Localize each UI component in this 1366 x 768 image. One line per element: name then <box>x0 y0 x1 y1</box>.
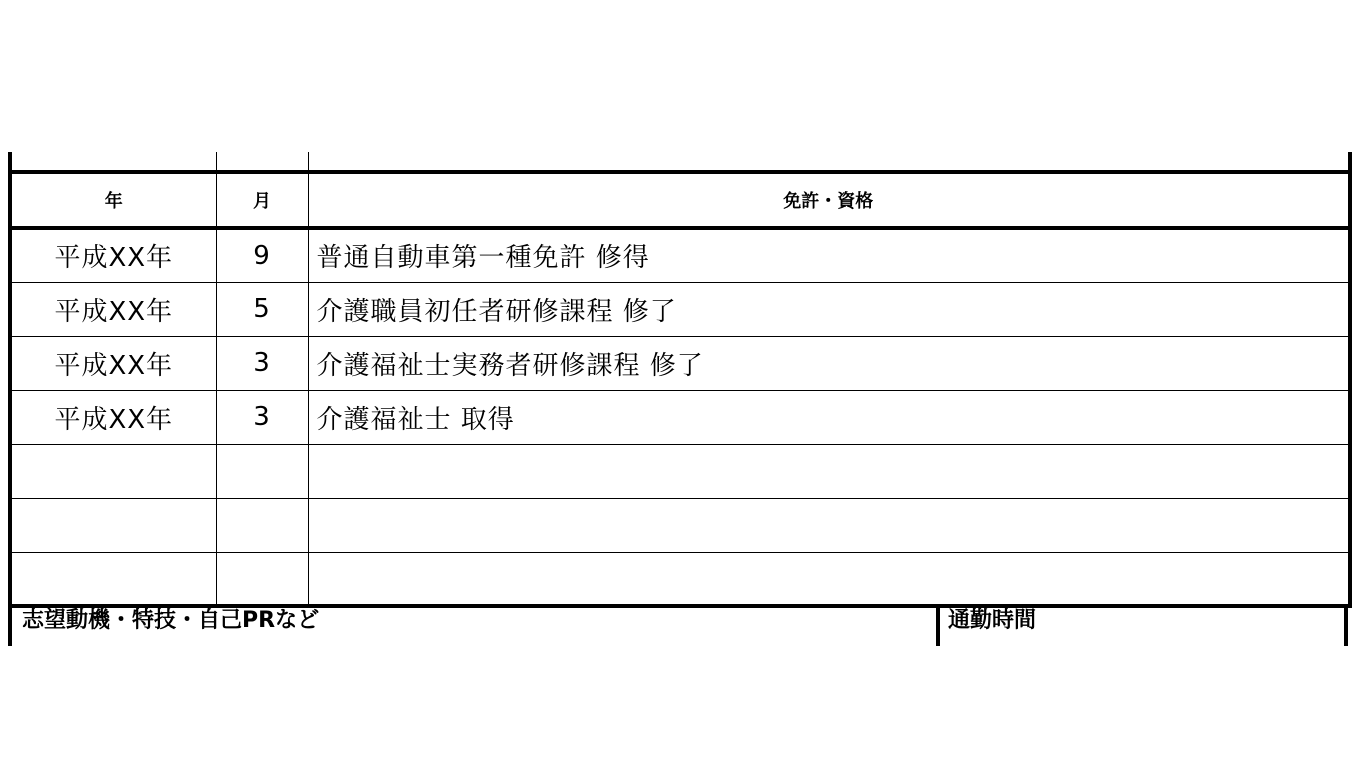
previous-table-tail <box>10 152 1350 172</box>
table-row <box>10 282 1350 336</box>
document-viewport <box>8 152 1348 633</box>
cell-year: 平成XX年 <box>10 228 216 282</box>
cell-year: 平成XX年 <box>10 282 216 336</box>
motivation-heading: 志望動機・特技・自己PRなど <box>8 606 936 646</box>
cell-qualification <box>308 498 1350 552</box>
cell-qualification: 普通自動車第一種免許 修得 <box>308 228 1350 282</box>
cell-qualification: 介護職員初任者研修課程 修了 <box>308 282 1350 336</box>
previous-cell-year <box>10 152 216 172</box>
cell-qualification: 介護福祉士実務者研修課程 修了 <box>308 336 1350 390</box>
cell-qualification <box>308 552 1350 606</box>
cell-qualification: 介護福祉士 取得 <box>308 390 1350 444</box>
cell-month: 9 <box>216 228 308 282</box>
cell-qualification <box>308 444 1350 498</box>
table-row <box>10 444 1350 498</box>
table-row <box>10 228 1350 282</box>
cell-year: 平成XX年 <box>10 390 216 444</box>
cell-month <box>216 552 308 606</box>
table-row <box>10 552 1350 606</box>
commute-heading: 通勤時間 <box>936 606 1348 646</box>
cell-year <box>10 444 216 498</box>
cell-month <box>216 498 308 552</box>
header-qualification: 免許・資格 <box>308 172 1350 228</box>
cell-year <box>10 498 216 552</box>
cell-month: 5 <box>216 282 308 336</box>
cell-year: 平成XX年 <box>10 336 216 390</box>
table-header-row <box>10 172 1350 228</box>
header-year: 年 <box>10 172 216 228</box>
qualifications-table <box>8 152 1352 608</box>
previous-cell-desc <box>308 152 1350 172</box>
cell-month: 3 <box>216 336 308 390</box>
cell-month: 3 <box>216 390 308 444</box>
table-row <box>10 390 1350 444</box>
previous-cell-month <box>216 152 308 172</box>
cell-year <box>10 552 216 606</box>
table-row <box>10 336 1350 390</box>
header-month: 月 <box>216 172 308 228</box>
next-section-partial <box>8 606 1348 646</box>
table-row <box>10 498 1350 552</box>
cell-month <box>216 444 308 498</box>
